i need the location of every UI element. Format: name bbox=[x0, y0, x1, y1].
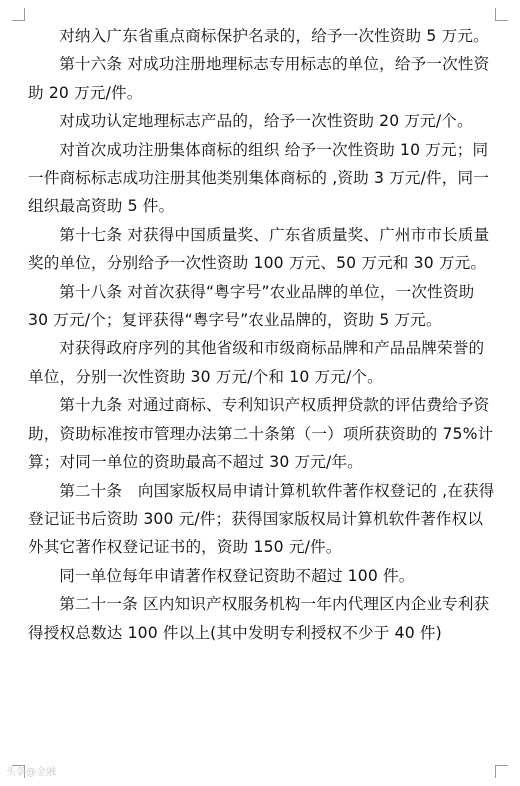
crop-mark-top-left bbox=[12, 8, 25, 21]
watermark: 头条@金融 bbox=[6, 767, 56, 778]
paragraph: 同一单位每年申请著作权登记资助不超过 100 件。 bbox=[59, 566, 415, 585]
paragraph: 对成功认定地理标志产品的，给予一次性资助 20 万元/个。 bbox=[59, 112, 473, 131]
paragraph: 第十六条 对成功注册地理标志专用标志的单位，给予一次性资助 20 万元/件。 bbox=[28, 55, 490, 102]
paragraph: 第十八条 对首次获得“粤字号”农业品牌的单位，一次性资助 30 万元/个；复评获得“粤字号”农业品牌的，资助 5 万元。 bbox=[28, 282, 475, 330]
crop-mark-top-right bbox=[495, 8, 508, 21]
document-body bbox=[28, 22, 498, 647]
paragraph: 第二十条 向国家版权局申请计算机软件著作权登记的 ,在获得登记证书后资助 300 元/件；获得国家版权局计算机软件著作权以外其它著作权登记证书的，资助 150 元/件。 bbox=[28, 481, 495, 557]
paragraph: 对首次成功注册集体商标的组织 给予一次性资助 10 万元；同一件商标标志成功注册其他类别集体商标的 ,资助 3 万元/件，同一组织最高资助 5 件。 bbox=[28, 140, 489, 216]
paragraph: 对获得政府序列的其他省级和市级商标品牌和产品品牌荣誉的单位，分别一次性资助 30 万元/个和 10 万元/个。 bbox=[28, 339, 485, 386]
paragraph: 第十七条 对获得中国质量奖、广东省质量奖、广州市市长质量奖的单位，分别给予一次性资助 100 万元、50 万元和 30 万元。 bbox=[28, 225, 490, 273]
paragraph: 第二十一条 区内知识产权服务机构一年内代理区内企业专利获得授权总数达 100 件以上(其中发明专利授权不少于 40 件) bbox=[28, 595, 490, 642]
paragraph: 第十九条 对通过商标、专利知识产权质押贷款的评估费给予资助，资助标准按市管理办法第二十条第（一）项所获资助的 75%计算；对同一单位的资助最高不超过 30 万元/年。 bbox=[28, 396, 494, 472]
paragraph: 对纳入广东省重点商标保护名录的，给予一次性资助 5 万元。 bbox=[59, 27, 489, 45]
crop-mark-bottom-right bbox=[495, 765, 508, 778]
